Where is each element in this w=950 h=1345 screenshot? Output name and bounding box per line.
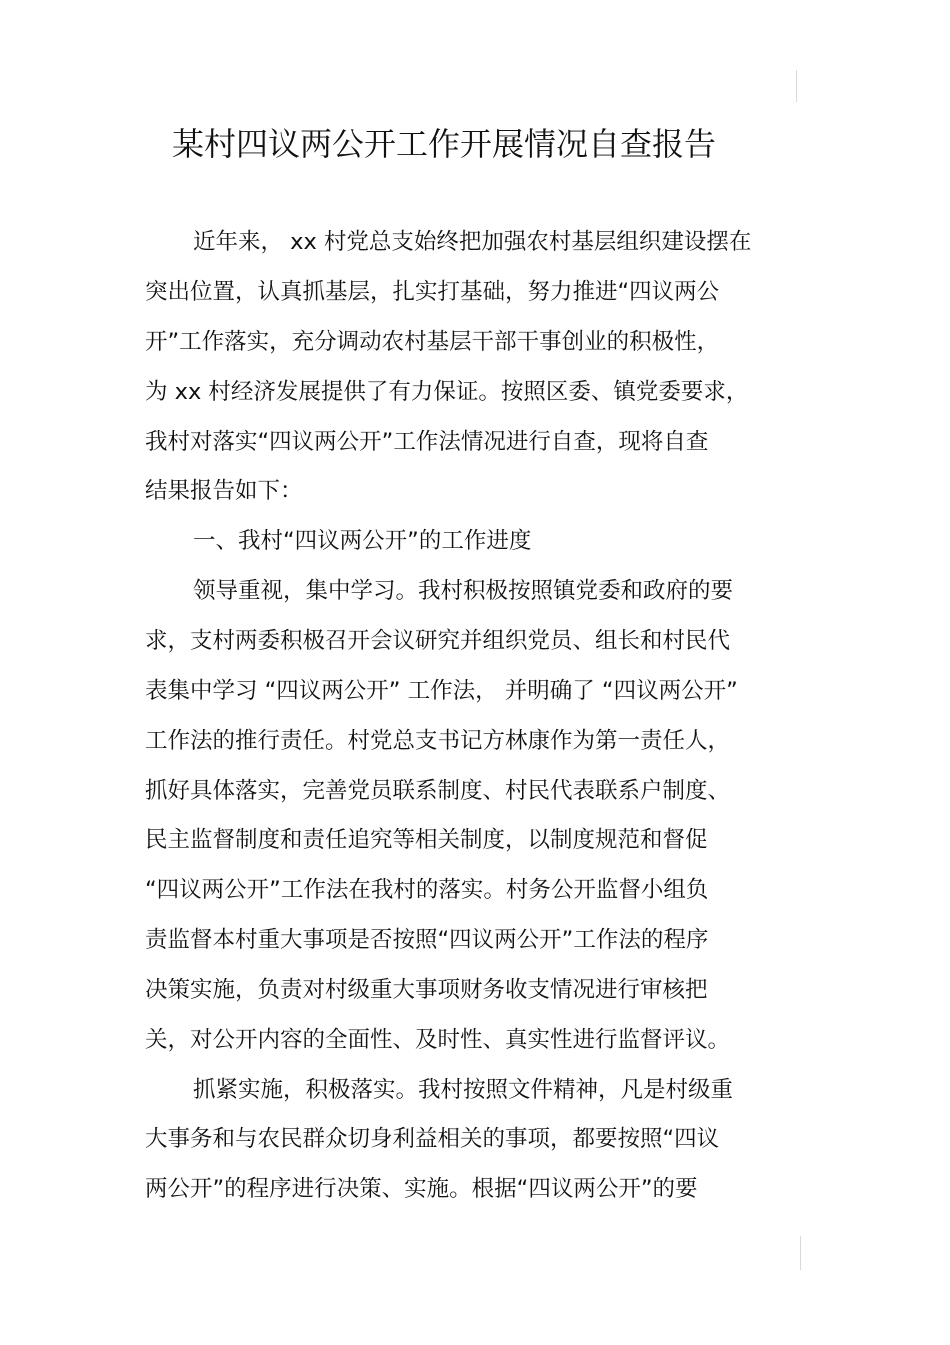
paragraph-line: “四议两公开”工作法在我村的落实。村务公开监督小组负 xyxy=(145,877,709,903)
document-title: 某村四议两公开工作开展情况自查报告 xyxy=(171,125,716,163)
paragraph-line: 为 xx 村经济发展提供了有力保证。按照区委、镇党委要求， xyxy=(145,379,749,405)
paragraph-line: 关，对公开内容的全面性、及时性、真实性进行监督评议。 xyxy=(145,1027,731,1053)
section-heading: 一、我村“四议两公开”的工作进度 xyxy=(193,528,532,554)
paragraph-line: 决策实施，负责对村级重大事项财务收支情况进行审核把 xyxy=(145,977,708,1003)
paragraph-line: 结果报告如下： xyxy=(145,478,303,504)
paragraph-line: 抓好具体落实，完善党员联系制度、村民代表联系户制度、 xyxy=(145,778,731,804)
page-edge-mark-bottom xyxy=(800,1236,801,1270)
paragraph-line: 开”工作落实，充分调动农村基层干部干事创业的积极性， xyxy=(145,329,720,355)
paragraph-line: 工作法的推行责任。村党总支书记方林康作为第一责任人， xyxy=(145,728,731,754)
paragraph-line: 突出位置，认真抓基层，扎实打基础，努力推进“四议两公 xyxy=(145,279,720,305)
paragraph-line: 近年来， xx 村党总支始终把加强农村基层组织建设摆在 xyxy=(193,229,752,255)
paragraph-line: 我村对落实“四议两公开”工作法情况进行自查，现将自查 xyxy=(145,429,709,455)
paragraph-line: 民主监督制度和责任追究等相关制度，以制度规范和督促 xyxy=(145,827,708,853)
paragraph-line: 领导重视，集中学习。我村积极按照镇党委和政府的要 xyxy=(193,578,734,604)
paragraph-line: 抓紧实施，积极落实。我村按照文件精神，凡是村级重 xyxy=(193,1077,734,1103)
paragraph-line: 两公开”的程序进行决策、实施。根据“四议两公开”的要 xyxy=(145,1176,698,1202)
page-edge-mark-top xyxy=(796,70,797,102)
paragraph-line: 大事务和与农民群众切身利益相关的事项，都要按照“四议 xyxy=(145,1126,720,1152)
paragraph-line: 求，支村两委积极召开会议研究并组织党员、组长和村民代 xyxy=(145,628,731,654)
paragraph-line: 责监督本村重大事项是否按照“四议两公开”工作法的程序 xyxy=(145,927,709,953)
paragraph-line: 表集中学习 “四议两公开” 工作法， 并明确了 “四议两公开” xyxy=(145,678,738,704)
